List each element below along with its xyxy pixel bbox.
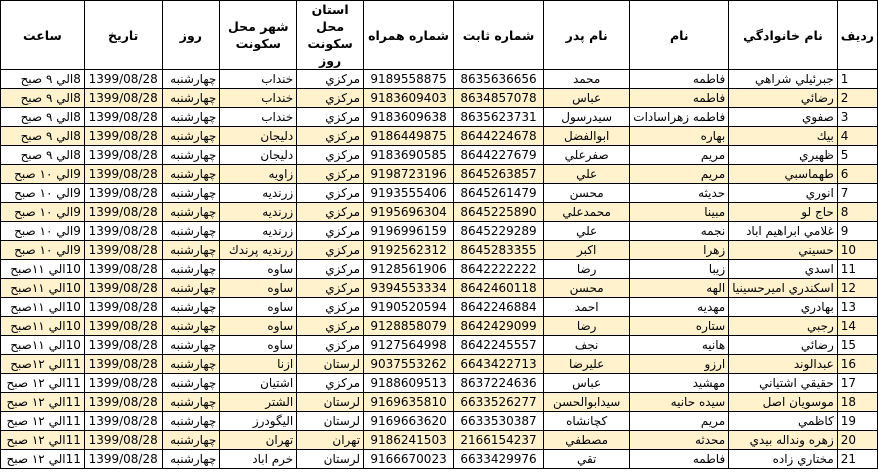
cell-date[interactable]: 1399/08/28 <box>84 203 162 222</box>
cell-date[interactable]: 1399/08/28 <box>84 89 162 108</box>
cell-mobile[interactable]: 9128858079 <box>364 317 454 336</box>
cell-mobile[interactable]: 9183690585 <box>364 146 454 165</box>
cell-province[interactable]: مركزي <box>297 146 364 165</box>
cell-father-name[interactable]: سيدابوالحسن <box>544 393 630 412</box>
cell-mobile[interactable]: 9186449875 <box>364 127 454 146</box>
cell-first-name[interactable]: محدثه <box>630 431 729 450</box>
cell-province[interactable]: لرستان <box>297 355 364 374</box>
cell-first-name[interactable]: بهاره <box>630 127 729 146</box>
cell-city[interactable]: دليجان <box>220 127 297 146</box>
cell-time[interactable]: 10الي ۱۱صبح <box>1 336 85 355</box>
cell-last-name[interactable]: اسدي <box>729 260 838 279</box>
cell-radif[interactable]: 2 <box>837 89 877 108</box>
cell-day[interactable]: چهارشنبه <box>162 108 220 127</box>
header-father-name[interactable]: نام پدر <box>544 1 630 70</box>
cell-radif[interactable]: 10 <box>837 241 877 260</box>
table-row <box>1 450 878 469</box>
cell-date[interactable]: 1399/08/28 <box>84 298 162 317</box>
cell-father-name[interactable]: علي <box>544 165 630 184</box>
cell-date[interactable]: 1399/08/28 <box>84 184 162 203</box>
cell-last-name[interactable]: زهره ونداله بيدي <box>729 431 838 450</box>
cell-phone[interactable]: 2166154237 <box>454 431 544 450</box>
cell-father-name[interactable]: رضا <box>544 260 630 279</box>
cell-first-name[interactable]: فاطمه <box>630 450 729 469</box>
cell-day[interactable]: چهارشنبه <box>162 241 220 260</box>
cell-day[interactable]: چهارشنبه <box>162 146 220 165</box>
cell-phone[interactable]: 8637224636 <box>454 374 544 393</box>
cell-city[interactable]: خنداب <box>220 108 297 127</box>
cell-mobile[interactable]: 9128561906 <box>364 260 454 279</box>
cell-province[interactable]: مركزي <box>297 279 364 298</box>
cell-phone[interactable]: 8645229289 <box>454 222 544 241</box>
cell-radif[interactable]: 8 <box>837 203 877 222</box>
cell-radif[interactable]: 5 <box>837 146 877 165</box>
cell-time[interactable]: 10الي ۱۱صبح <box>1 298 85 317</box>
cell-phone[interactable]: 6633530387 <box>454 412 544 431</box>
table-row <box>1 127 878 146</box>
cell-day[interactable]: چهارشنبه <box>162 298 220 317</box>
cell-father-name[interactable]: سيدرسول <box>544 108 630 127</box>
cell-city[interactable]: زاويه <box>220 165 297 184</box>
cell-radif[interactable]: 14 <box>837 317 877 336</box>
cell-first-name[interactable]: الهه <box>630 279 729 298</box>
cell-mobile[interactable]: 9188609513 <box>364 374 454 393</box>
cell-time[interactable]: 11الي ۱۲ صبح <box>1 374 85 393</box>
cell-mobile[interactable]: 9127564998 <box>364 336 454 355</box>
cell-phone[interactable]: 8634857078 <box>454 89 544 108</box>
cell-city[interactable]: ساوه <box>220 336 297 355</box>
cell-day[interactable]: چهارشنبه <box>162 317 220 336</box>
cell-city[interactable]: زرنديه <box>220 184 297 203</box>
cell-mobile[interactable]: 9166670023 <box>364 450 454 469</box>
cell-last-name[interactable]: اسكندري اميرحسينيا <box>729 279 838 298</box>
header-date[interactable]: تاریخ <box>84 1 162 70</box>
cell-father-name[interactable]: صفرعلي <box>544 146 630 165</box>
cell-date[interactable]: 1399/08/28 <box>84 412 162 431</box>
cell-radif[interactable]: 11 <box>837 260 877 279</box>
table-row <box>1 317 878 336</box>
cell-date[interactable]: 1399/08/28 <box>84 260 162 279</box>
table-row <box>1 146 878 165</box>
cell-phone[interactable]: 8644227679 <box>454 146 544 165</box>
cell-first-name[interactable]: مريم <box>630 412 729 431</box>
cell-last-name[interactable]: عبدالوند <box>729 355 838 374</box>
cell-province[interactable]: مركزي <box>297 184 364 203</box>
cell-phone[interactable]: 6643422713 <box>454 355 544 374</box>
cell-day[interactable]: چهارشنبه <box>162 431 220 450</box>
cell-radif[interactable]: 12 <box>837 279 877 298</box>
cell-day[interactable]: چهارشنبه <box>162 412 220 431</box>
cell-first-name[interactable]: زيبا <box>630 260 729 279</box>
cell-day[interactable]: چهارشنبه <box>162 336 220 355</box>
cell-radif[interactable]: 18 <box>837 393 877 412</box>
cell-father-name[interactable]: اكبر <box>544 241 630 260</box>
cell-last-name[interactable]: حسيني <box>729 241 838 260</box>
cell-time[interactable]: 9الي ۱۰ صبح <box>1 241 85 260</box>
cell-last-name[interactable]: بيك <box>729 127 838 146</box>
cell-city[interactable]: خرم اباد <box>220 450 297 469</box>
table-row <box>1 412 878 431</box>
cell-first-name[interactable]: هانيه <box>630 336 729 355</box>
cell-date[interactable]: 1399/08/28 <box>84 374 162 393</box>
table-row <box>1 355 878 374</box>
cell-radif[interactable]: 17 <box>837 374 877 393</box>
cell-province[interactable]: مركزي <box>297 165 364 184</box>
cell-province[interactable]: مركزي <box>297 70 364 89</box>
cell-city[interactable]: خنداب <box>220 89 297 108</box>
cell-father-name[interactable]: نجف <box>544 336 630 355</box>
cell-phone[interactable]: 8642245557 <box>454 336 544 355</box>
cell-province[interactable]: مركزي <box>297 127 364 146</box>
cell-province[interactable]: مركزي <box>297 260 364 279</box>
cell-day[interactable]: چهارشنبه <box>162 355 220 374</box>
cell-father-name[interactable]: علي <box>544 222 630 241</box>
table-row <box>1 203 878 222</box>
header-province[interactable]: استان محل سكونت روز <box>297 1 364 70</box>
header-city[interactable]: شهر محل سكونت <box>220 1 297 70</box>
cell-radif[interactable]: 3 <box>837 108 877 127</box>
cell-date[interactable]: 1399/08/28 <box>84 279 162 298</box>
table-row <box>1 241 878 260</box>
cell-city[interactable]: ساوه <box>220 279 297 298</box>
cell-first-name[interactable]: مبينا <box>630 203 729 222</box>
cell-last-name[interactable]: كاظمي <box>729 412 838 431</box>
cell-mobile[interactable]: 9186241503 <box>364 431 454 450</box>
cell-last-name[interactable]: رجبي <box>729 317 838 336</box>
cell-day[interactable]: چهارشنبه <box>162 450 220 469</box>
cell-day[interactable]: چهارشنبه <box>162 260 220 279</box>
cell-first-name[interactable]: نجمه <box>630 222 729 241</box>
cell-radif[interactable]: 1 <box>837 70 877 89</box>
cell-father-name[interactable]: عباس <box>544 89 630 108</box>
cell-last-name[interactable]: موسويان اصل <box>729 393 838 412</box>
cell-day[interactable]: چهارشنبه <box>162 222 220 241</box>
cell-phone[interactable]: 8642246884 <box>454 298 544 317</box>
cell-mobile[interactable]: 9196996159 <box>364 222 454 241</box>
cell-time[interactable]: 11الي ۱۲صبح <box>1 355 85 374</box>
cell-city[interactable]: اليگودرز <box>220 412 297 431</box>
cell-mobile[interactable]: 9394553334 <box>364 279 454 298</box>
cell-city[interactable]: زرنديه <box>220 222 297 241</box>
cell-province[interactable]: مركزي <box>297 374 364 393</box>
cell-phone[interactable]: 8645263857 <box>454 165 544 184</box>
table-row <box>1 336 878 355</box>
cell-date[interactable]: 1399/08/28 <box>84 431 162 450</box>
cell-time[interactable]: 9الي ۱۰ صبح <box>1 203 85 222</box>
cell-radif[interactable]: 13 <box>837 298 877 317</box>
cell-date[interactable]: 1399/08/28 <box>84 393 162 412</box>
cell-first-name[interactable]: مهديه <box>630 298 729 317</box>
cell-province[interactable]: مركزي <box>297 222 364 241</box>
cell-radif[interactable]: 21 <box>837 450 877 469</box>
cell-mobile[interactable]: 9169663620 <box>364 412 454 431</box>
cell-time[interactable]: 9الي ۱۰ صبح <box>1 222 85 241</box>
cell-mobile[interactable]: 9193555406 <box>364 184 454 203</box>
cell-father-name[interactable]: محسن <box>544 279 630 298</box>
cell-phone[interactable]: 8635623731 <box>454 108 544 127</box>
cell-city[interactable]: خنداب <box>220 70 297 89</box>
cell-day[interactable]: چهارشنبه <box>162 89 220 108</box>
cell-province[interactable]: لرستان <box>297 393 364 412</box>
cell-mobile[interactable]: 9190520594 <box>364 298 454 317</box>
header-first-name[interactable]: نام <box>630 1 729 70</box>
cell-city[interactable]: تهران <box>220 431 297 450</box>
cell-time[interactable]: 11الي ۱۲ صبح <box>1 450 85 469</box>
cell-mobile[interactable]: 9169635810 <box>364 393 454 412</box>
cell-time[interactable]: 8الي ۹ صبح <box>1 108 85 127</box>
cell-phone[interactable]: 6633429976 <box>454 450 544 469</box>
cell-time[interactable]: 8الي ۹ صبح <box>1 146 85 165</box>
cell-date[interactable]: 1399/08/28 <box>84 222 162 241</box>
cell-radif[interactable]: 20 <box>837 431 877 450</box>
cell-phone[interactable]: 8635636656 <box>454 70 544 89</box>
cell-mobile[interactable]: 9183609403 <box>364 89 454 108</box>
cell-last-name[interactable]: حاج لو <box>729 203 838 222</box>
cell-city[interactable]: ازنا <box>220 355 297 374</box>
cell-mobile[interactable]: 9198723196 <box>364 165 454 184</box>
cell-date[interactable]: 1399/08/28 <box>84 336 162 355</box>
cell-date[interactable]: 1399/08/28 <box>84 450 162 469</box>
cell-father-name[interactable]: محسن <box>544 184 630 203</box>
cell-first-name[interactable]: فاطمه <box>630 89 729 108</box>
cell-radif[interactable]: 9 <box>837 222 877 241</box>
cell-mobile[interactable]: 9183609638 <box>364 108 454 127</box>
cell-day[interactable]: چهارشنبه <box>162 165 220 184</box>
cell-father-name[interactable]: رضا <box>544 317 630 336</box>
cell-first-name[interactable]: فاطمه زهراسادات <box>630 108 729 127</box>
table-row <box>1 279 878 298</box>
cell-city[interactable]: ساوه <box>220 260 297 279</box>
cell-mobile[interactable]: 9192562312 <box>364 241 454 260</box>
cell-province[interactable]: مركزي <box>297 203 364 222</box>
table-row <box>1 108 878 127</box>
cell-father-name[interactable]: كچانشاه <box>544 412 630 431</box>
cell-last-name[interactable]: طهماسبي <box>729 165 838 184</box>
cell-last-name[interactable]: صفوي <box>729 108 838 127</box>
cell-last-name[interactable]: بهادري <box>729 298 838 317</box>
cell-time[interactable]: 10الي ۱۱صبح <box>1 260 85 279</box>
table-row <box>1 260 878 279</box>
cell-date[interactable]: 1399/08/28 <box>84 241 162 260</box>
cell-time[interactable]: 11الي ۱۲ صبح <box>1 393 85 412</box>
cell-date[interactable]: 1399/08/28 <box>84 355 162 374</box>
cell-first-name[interactable]: زهرا <box>630 241 729 260</box>
cell-city[interactable]: زرنديه <box>220 203 297 222</box>
cell-first-name[interactable]: حديثه <box>630 184 729 203</box>
cell-father-name[interactable]: تقي <box>544 450 630 469</box>
cell-phone[interactable]: 8642460118 <box>454 279 544 298</box>
cell-date[interactable]: 1399/08/28 <box>84 108 162 127</box>
header-phone[interactable]: شماره ثابت <box>454 1 544 70</box>
cell-mobile[interactable]: 9189558875 <box>364 70 454 89</box>
cell-father-name[interactable]: عليرضا <box>544 355 630 374</box>
cell-father-name[interactable]: احمد <box>544 298 630 317</box>
cell-day[interactable]: چهارشنبه <box>162 184 220 203</box>
cell-day[interactable]: چهارشنبه <box>162 127 220 146</box>
cell-city[interactable]: ساوه <box>220 317 297 336</box>
cell-mobile[interactable]: 9037553262 <box>364 355 454 374</box>
table-row <box>1 165 878 184</box>
cell-day[interactable]: چهارشنبه <box>162 374 220 393</box>
cell-first-name[interactable]: ستاره <box>630 317 729 336</box>
cell-time[interactable]: 11الي ۱۲ صبح <box>1 431 85 450</box>
cell-time[interactable]: 11الي ۱۲ صبح <box>1 412 85 431</box>
table-row <box>1 298 878 317</box>
cell-province[interactable]: مركزي <box>297 108 364 127</box>
header-last-name[interactable]: نام خانوادگي <box>729 1 838 70</box>
cell-phone[interactable]: 8645225890 <box>454 203 544 222</box>
cell-day[interactable]: چهارشنبه <box>162 393 220 412</box>
cell-phone[interactable]: 8645283355 <box>454 241 544 260</box>
cell-date[interactable]: 1399/08/28 <box>84 317 162 336</box>
cell-time[interactable]: 8الي ۹ صبح <box>1 70 85 89</box>
cell-time[interactable]: 8الي ۹ صبح <box>1 127 85 146</box>
cell-phone[interactable]: 8642222222 <box>454 260 544 279</box>
cell-day[interactable]: چهارشنبه <box>162 203 220 222</box>
cell-city[interactable]: اشتيان <box>220 374 297 393</box>
header-day[interactable]: روز <box>162 1 220 70</box>
table-row <box>1 184 878 203</box>
cell-city[interactable]: ساوه <box>220 298 297 317</box>
cell-first-name[interactable]: سيده حانيه <box>630 393 729 412</box>
cell-province[interactable]: تهران <box>297 431 364 450</box>
cell-province[interactable]: لرستان <box>297 412 364 431</box>
cell-last-name[interactable]: رضائي <box>729 336 838 355</box>
cell-province[interactable]: مركزي <box>297 298 364 317</box>
cell-time[interactable]: 9الي ۱۰ صبح <box>1 165 85 184</box>
table-row <box>1 393 878 412</box>
cell-last-name[interactable]: ظهيري <box>729 146 838 165</box>
cell-first-name[interactable]: ارزو <box>630 355 729 374</box>
cell-phone[interactable]: 8644224678 <box>454 127 544 146</box>
table-row <box>1 431 878 450</box>
header-radif[interactable]: ردیف <box>837 1 877 70</box>
cell-first-name[interactable]: فاطمه <box>630 70 729 89</box>
cell-last-name[interactable]: مختاري زاده <box>729 450 838 469</box>
cell-date[interactable]: 1399/08/28 <box>84 70 162 89</box>
table-row <box>1 374 878 393</box>
cell-province[interactable]: مركزي <box>297 336 364 355</box>
cell-phone[interactable]: 8642429099 <box>454 317 544 336</box>
cell-city[interactable]: الشتر <box>220 393 297 412</box>
cell-last-name[interactable]: انوري <box>729 184 838 203</box>
cell-province[interactable]: مركزي <box>297 89 364 108</box>
table-body <box>1 70 878 469</box>
cell-radif[interactable]: 7 <box>837 184 877 203</box>
cell-time[interactable]: 9الي ۱۰ صبح <box>1 184 85 203</box>
cell-date[interactable]: 1399/08/28 <box>84 127 162 146</box>
cell-first-name[interactable]: مريم <box>630 146 729 165</box>
cell-time[interactable]: 10الي ۱۱صبح <box>1 279 85 298</box>
cell-province[interactable]: مركزي <box>297 241 364 260</box>
cell-radif[interactable]: 19 <box>837 412 877 431</box>
cell-last-name[interactable]: غلامي ابراهيم اباد <box>729 222 838 241</box>
cell-father-name[interactable]: عباس <box>544 374 630 393</box>
cell-date[interactable]: 1399/08/28 <box>84 165 162 184</box>
header-mobile[interactable]: شماره همراه <box>364 1 454 70</box>
cell-last-name[interactable]: حقيقي اشتياني <box>729 374 838 393</box>
cell-radif[interactable]: 6 <box>837 165 877 184</box>
cell-father-name[interactable]: ابوالفضل <box>544 127 630 146</box>
cell-father-name[interactable]: محمد <box>544 70 630 89</box>
cell-day[interactable]: چهارشنبه <box>162 70 220 89</box>
header-row <box>1 1 878 70</box>
cell-day[interactable]: چهارشنبه <box>162 279 220 298</box>
cell-date[interactable]: 1399/08/28 <box>84 146 162 165</box>
cell-province[interactable]: لرستان <box>297 450 364 469</box>
table-row <box>1 70 878 89</box>
cell-time[interactable]: 10الي ۱۱صبح <box>1 317 85 336</box>
table-row <box>1 222 878 241</box>
cell-first-name[interactable]: مريم <box>630 165 729 184</box>
table-row <box>1 89 878 108</box>
cell-radif[interactable]: 15 <box>837 336 877 355</box>
cell-city[interactable]: زرنديه پرندك <box>220 241 297 260</box>
cell-city[interactable]: دليجان <box>220 146 297 165</box>
cell-father-name[interactable]: مصطفي <box>544 431 630 450</box>
cell-province[interactable]: مركزي <box>297 317 364 336</box>
cell-mobile[interactable]: 9195696304 <box>364 203 454 222</box>
cell-last-name[interactable]: جبرئيلي شراهي <box>729 70 838 89</box>
cell-radif[interactable]: 4 <box>837 127 877 146</box>
cell-time[interactable]: 8الي ۹ صبح <box>1 89 85 108</box>
cell-father-name[interactable]: محمدعلي <box>544 203 630 222</box>
header-time[interactable]: ساعت <box>1 1 85 70</box>
cell-first-name[interactable]: مهشيد <box>630 374 729 393</box>
cell-last-name[interactable]: رضائي <box>729 89 838 108</box>
cell-radif[interactable]: 16 <box>837 355 877 374</box>
cell-phone[interactable]: 8645261479 <box>454 184 544 203</box>
cell-phone[interactable]: 6633526277 <box>454 393 544 412</box>
